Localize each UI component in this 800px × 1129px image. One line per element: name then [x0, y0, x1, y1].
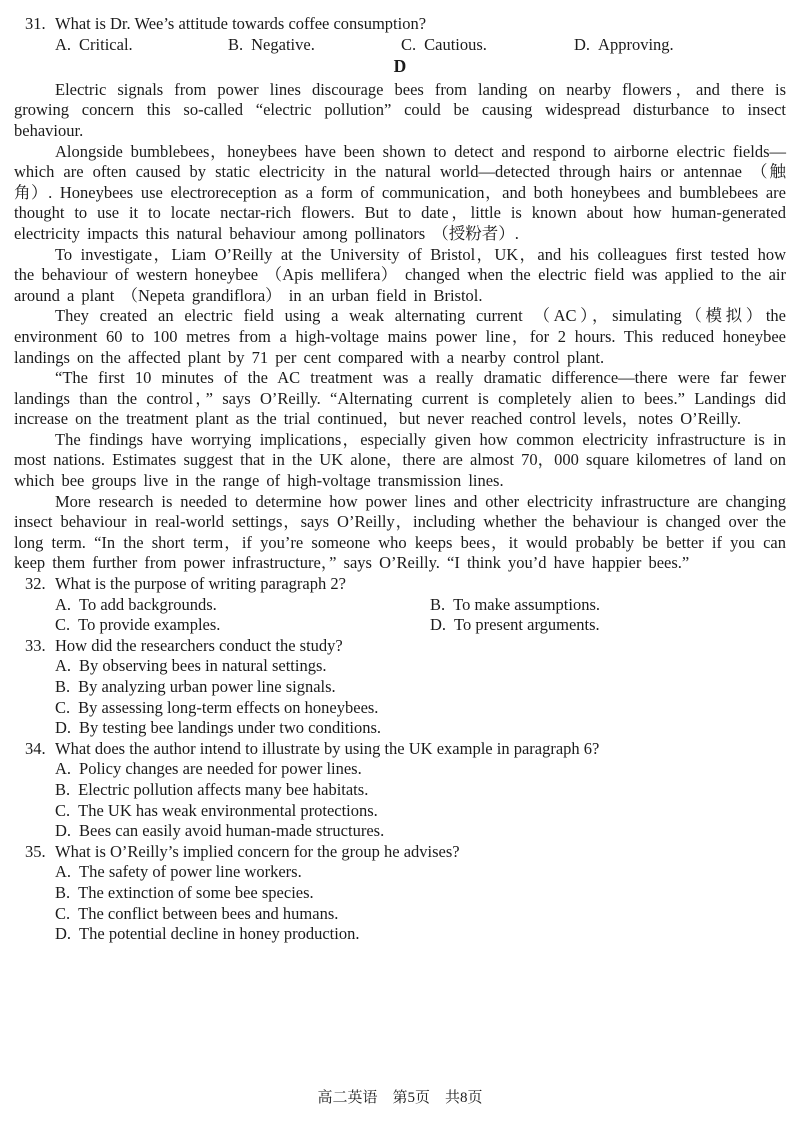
option-label: C. [55, 903, 71, 923]
passage-paragraph: More research is needed to determine how power lines and other electricity infrastructure are changing insect behaviour in real-world settings，says O’Reilly，including whether the behaviour is changed over the long term. “In the short term，if you’re someone who keeps bees，it would probably be better if you can keep them further from power infrastructure，” says O’Reilly. “I think you’d have happier bees.” [14, 491, 786, 573]
question-text: What does the author intend to illustrate by using the UK example in paragraph 6? [55, 738, 600, 758]
question-32 [14, 574, 786, 595]
option-d [55, 821, 786, 842]
option-label: B. [55, 779, 71, 799]
option-text: Negative. [251, 34, 315, 54]
option-label: C. [55, 615, 71, 635]
passage-paragraph: “The first 10 minutes of the AC treatment was a really dramatic difference—there were far fewer landings than the control，” says O’Reilly. “Alternating current is completely alien to bees.” Landings did increase on the treatment plant as the trial continued，but never reached control levels，notes O’Reilly. [14, 368, 786, 429]
passage-paragraph: They created an electric field using a weak alternating current （AC），simulating（模拟）the environment 60 to 100 metres from a high-voltage mains power line，for 2 hours. This reduced honeybee landings on the affected plant by 71 per cent compared with a nearby control plant. [14, 306, 786, 367]
question-31-options [14, 35, 786, 56]
option-label: D. [55, 718, 72, 738]
option-a [55, 759, 786, 780]
passage-paragraph: The findings have worrying implications，especially given how common electricity infrastructure is in most nations. Estimates suggest that in the UK alone，there are almost 70，000 square kilometres of land on which bee groups live in the range of high-voltage transmission lines. [14, 429, 786, 491]
question-number: 31. [25, 14, 46, 33]
option-c [55, 698, 786, 719]
option-text: By testing bee landings under two conditions. [79, 718, 382, 738]
question-32-options [14, 595, 786, 636]
option-text: Cautious. [424, 34, 487, 54]
question-35 [14, 842, 786, 863]
option-text: Critical. [79, 34, 133, 54]
option-b [55, 677, 786, 698]
option-c [55, 801, 786, 822]
option-text: By analyzing urban power line signals. [78, 677, 336, 696]
passage-paragraph: Electric signals from power lines discourage bees from landing on nearby flowers，and there is growing concern this so-called “electric pollution” could be causing widespread disturbance to insect behaviour. [14, 79, 786, 140]
question-text: What is Dr. Wee’s attitude towards coffee consumption? [55, 14, 427, 33]
question-35-options [14, 862, 786, 944]
question-33-options [14, 656, 786, 738]
question-number: 34. [25, 738, 46, 758]
option-b [55, 780, 786, 801]
option-text: Electric pollution affects many bee habitats. [78, 779, 369, 799]
passage-paragraph: To investigate，Liam O’Reilly at the University of Bristol，UK，and his colleagues first tested how the behaviour of western honeybee （Apis mellifera） changed when the electric field was applied to the air around a plant （Nepeta grandiflora） in an urban field in Bristol. [14, 244, 786, 305]
option-text: Approving. [598, 34, 674, 54]
option-label: A. [55, 759, 72, 779]
option-label: C. [55, 800, 71, 820]
option-label: D. [430, 615, 447, 635]
option-label: A. [55, 34, 72, 54]
option-c [55, 615, 430, 636]
option-d [55, 924, 786, 945]
option-b [55, 883, 786, 904]
option-text: The safety of power line workers. [79, 862, 302, 882]
option-a [55, 862, 786, 883]
option-text: To provide examples. [78, 615, 221, 635]
option-text: To add backgrounds. [79, 594, 217, 614]
option-a [55, 35, 228, 56]
option-label: B. [430, 594, 446, 614]
option-a [55, 656, 786, 677]
option-label: B. [228, 34, 244, 54]
option-label: D. [55, 924, 72, 944]
option-label: B. [55, 677, 71, 696]
question-number: 32. [25, 574, 46, 594]
option-label: C. [55, 697, 71, 717]
option-text: Policy changes are needed for power lines. [79, 759, 362, 779]
question-number: 33. [25, 635, 46, 655]
option-label: A. [55, 656, 72, 676]
reading-passage [14, 80, 786, 574]
option-text: The extinction of some bee species. [78, 882, 314, 902]
option-label: D. [574, 34, 591, 54]
question-34-options [14, 759, 786, 841]
option-label: A. [55, 594, 72, 614]
option-label: D. [55, 821, 72, 841]
option-text: The UK has weak environmental protections. [78, 800, 378, 820]
option-a [55, 595, 430, 616]
option-text: Bees can easily avoid human-made structures. [79, 821, 385, 841]
option-label: A. [55, 862, 72, 882]
option-text: The potential decline in honey production. [79, 924, 360, 944]
question-number: 35. [25, 841, 46, 861]
option-d [430, 615, 786, 636]
option-text: To present arguments. [454, 615, 600, 635]
question-text: How did the researchers conduct the study? [55, 635, 343, 655]
option-b [228, 35, 401, 56]
option-text: By assessing long-term effects on honeybees. [78, 697, 379, 717]
option-text: To make assumptions. [453, 594, 601, 614]
option-c [401, 35, 574, 56]
option-text: By observing bees in natural settings. [79, 656, 327, 676]
option-c [55, 904, 786, 925]
option-label: B. [55, 882, 71, 902]
section-label: D [393, 56, 407, 77]
question-text: What is O’Reilly’s implied concern for the group he advises? [55, 841, 460, 861]
option-d [574, 35, 786, 56]
option-text: The conflict between bees and humans. [78, 903, 339, 923]
passage-paragraph: Alongside bumblebees，honeybees have been shown to detect and respond to airborne electric fields—which are often caused by static electricity in the natural world—detected through hairs or antennae （触角）. Honeybees use electroreception as a form of communication，and both honeybees and bumblebees are thought to use it to locate nectar-rich flowers. But to date，little is known about how human-generated electricity impacts this natural behaviour among pollinators （授粉者）. [14, 141, 786, 243]
question-33 [14, 636, 786, 657]
question-31 [14, 14, 786, 35]
option-d [55, 718, 786, 739]
option-label: C. [401, 34, 417, 54]
option-b [430, 595, 786, 616]
page-footer: 高二英语 第5页 共8页 [317, 1090, 483, 1107]
question-text: What is the purpose of writing paragraph 2? [55, 574, 346, 594]
question-34 [14, 739, 786, 760]
